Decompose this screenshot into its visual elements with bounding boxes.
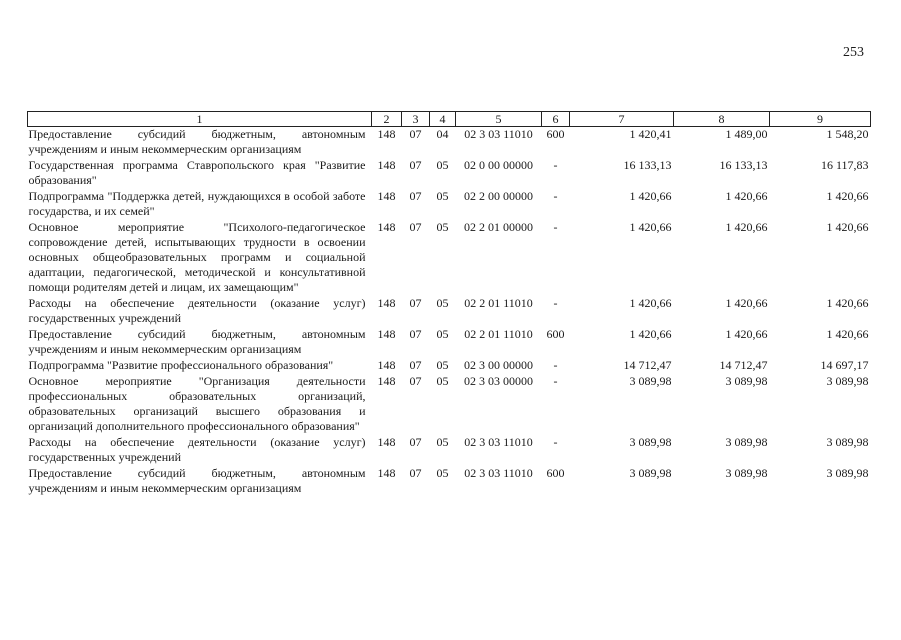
amount-year-1-cell: 1 420,66	[629, 327, 672, 341]
subsection-code-cell: 05	[436, 189, 449, 203]
amount-year-1-cell: 3 089,98	[629, 466, 672, 480]
amount-year-2-cell: 1 420,66	[725, 189, 768, 203]
section-code-cell: 07	[409, 127, 422, 141]
subsection-code-cell: 05	[436, 358, 449, 372]
expense-type-cell: -	[553, 296, 558, 310]
section-code-cell: 07	[409, 296, 422, 310]
amount-year-2-cell: 1 489,00	[725, 127, 768, 141]
expense-type-cell: -	[553, 435, 558, 449]
expense-type-cell: -	[553, 220, 558, 234]
section-code-cell: 07	[409, 158, 422, 172]
expense-type-cell: 600	[546, 466, 565, 480]
row-name-cell: Предоставление субсидий бюджетным, автономным учреждениям и иным некоммерческим организациям	[28, 327, 366, 356]
target-article-cell: 02 0 00 00000	[464, 158, 533, 172]
table-row	[28, 327, 871, 358]
expense-type-cell: 600	[546, 327, 565, 341]
header-cell-7: 7	[570, 112, 674, 127]
target-article-cell: 02 3 03 11010	[464, 435, 533, 449]
row-name-cell: Основное мероприятие "Психолого-педагогическое сопровождение детей, испытывающих трудности в освоении основных общеобразовательных программ и социальной адаптации, педагогической, методической и консультативной помощи родителям детей и лицам, их замещающим"	[28, 220, 366, 294]
header-row	[28, 112, 871, 127]
section-code-cell: 07	[409, 220, 422, 234]
amount-year-1-cell: 1 420,66	[629, 189, 672, 203]
header-cell-5: 5	[456, 112, 542, 127]
amount-year-1-cell: 14 712,47	[623, 358, 672, 372]
section-code-cell: 07	[409, 327, 422, 341]
amount-year-3-cell: 1 420,66	[826, 220, 869, 234]
amount-year-1-cell: 1 420,66	[629, 220, 672, 234]
table-row	[28, 358, 871, 374]
amount-year-2-cell: 1 420,66	[725, 327, 768, 341]
subsection-code-cell: 05	[436, 327, 449, 341]
amount-year-3-cell: 14 697,17	[820, 358, 869, 372]
section-code-cell: 07	[409, 358, 422, 372]
row-name-cell: Предоставление субсидий бюджетным, автономным учреждениям и иным некоммерческим организациям	[28, 466, 366, 495]
table-header	[28, 112, 871, 127]
expense-type-cell: -	[553, 189, 558, 203]
ministry-code-cell: 148	[377, 220, 396, 234]
ministry-code-cell: 148	[377, 435, 396, 449]
header-cell-9: 9	[770, 112, 871, 127]
row-name-cell: Расходы на обеспечение деятельности (оказание услуг) государственных учреждений	[28, 435, 366, 464]
header-cell-3: 3	[402, 112, 430, 127]
amount-year-2-cell: 16 133,13	[719, 158, 768, 172]
amount-year-3-cell: 3 089,98	[826, 435, 869, 449]
page-number: 253	[843, 45, 864, 60]
budget-table	[27, 111, 871, 497]
table-row	[28, 158, 871, 189]
subsection-code-cell: 05	[436, 374, 449, 388]
target-article-cell: 02 2 01 11010	[464, 296, 533, 310]
amount-year-1-cell: 1 420,66	[629, 296, 672, 310]
ministry-code-cell: 148	[377, 327, 396, 341]
ministry-code-cell: 148	[377, 189, 396, 203]
header-cell-8: 8	[674, 112, 770, 127]
amount-year-2-cell: 14 712,47	[719, 358, 768, 372]
amount-year-3-cell: 3 089,98	[826, 374, 869, 388]
amount-year-2-cell: 3 089,98	[725, 374, 768, 388]
ministry-code-cell: 148	[377, 466, 396, 480]
header-cell-4: 4	[430, 112, 456, 127]
target-article-cell: 02 2 01 11010	[464, 327, 533, 341]
row-name-cell: Предоставление субсидий бюджетным, автономным учреждениям и иным некоммерческим организациям	[28, 127, 366, 156]
target-article-cell: 02 2 00 00000	[464, 189, 533, 203]
subsection-code-cell: 05	[436, 220, 449, 234]
amount-year-3-cell: 3 089,98	[826, 466, 869, 480]
ministry-code-cell: 148	[377, 158, 396, 172]
amount-year-3-cell: 1 548,20	[826, 127, 869, 141]
target-article-cell: 02 3 03 00000	[464, 374, 533, 388]
row-name-cell: Основное мероприятие "Организация деятельности профессиональных образовательных организаций, образовательных организаций высшего образования и организаций дополнительного профессионального образования"	[28, 374, 366, 433]
row-name-cell: Государственная программа Ставропольского края "Развитие образования"	[28, 158, 366, 187]
table-row	[28, 435, 871, 466]
header-cell-1: 1	[28, 112, 372, 127]
amount-year-3-cell: 1 420,66	[826, 296, 869, 310]
target-article-cell: 02 3 03 11010	[464, 127, 533, 141]
expense-type-cell: -	[553, 374, 558, 388]
header-cell-2: 2	[372, 112, 402, 127]
table-row	[28, 296, 871, 327]
amount-year-3-cell: 16 117,83	[820, 158, 869, 172]
section-code-cell: 07	[409, 435, 422, 449]
row-name-cell: Подпрограмма "Развитие профессионального образования"	[28, 358, 334, 372]
table-row	[28, 374, 871, 435]
amount-year-1-cell: 3 089,98	[629, 435, 672, 449]
target-article-cell: 02 2 01 00000	[464, 220, 533, 234]
table-row	[28, 220, 871, 296]
header-cell-6: 6	[542, 112, 570, 127]
expense-type-cell: -	[553, 358, 558, 372]
subsection-code-cell: 05	[436, 296, 449, 310]
table-body	[28, 127, 871, 498]
amount-year-2-cell: 1 420,66	[725, 296, 768, 310]
table-row	[28, 189, 871, 220]
expense-type-cell: 600	[546, 127, 565, 141]
table-row	[28, 127, 871, 159]
section-code-cell: 07	[409, 466, 422, 480]
ministry-code-cell: 148	[377, 374, 396, 388]
subsection-code-cell: 05	[436, 158, 449, 172]
section-code-cell: 07	[409, 374, 422, 388]
expense-type-cell: -	[553, 158, 558, 172]
amount-year-1-cell: 1 420,41	[629, 127, 672, 141]
ministry-code-cell: 148	[377, 358, 396, 372]
subsection-code-cell: 04	[436, 127, 449, 141]
amount-year-2-cell: 3 089,98	[725, 435, 768, 449]
amount-year-2-cell: 3 089,98	[725, 466, 768, 480]
row-name-cell: Подпрограмма "Поддержка детей, нуждающихся в особой заботе государства, и их семей"	[28, 189, 366, 218]
target-article-cell: 02 3 03 11010	[464, 466, 533, 480]
table-row	[28, 466, 871, 497]
amount-year-1-cell: 3 089,98	[629, 374, 672, 388]
section-code-cell: 07	[409, 189, 422, 203]
amount-year-1-cell: 16 133,13	[623, 158, 672, 172]
amount-year-3-cell: 1 420,66	[826, 189, 869, 203]
amount-year-2-cell: 1 420,66	[725, 220, 768, 234]
target-article-cell: 02 3 00 00000	[464, 358, 533, 372]
ministry-code-cell: 148	[377, 296, 396, 310]
ministry-code-cell: 148	[377, 127, 396, 141]
amount-year-3-cell: 1 420,66	[826, 327, 869, 341]
row-name-cell: Расходы на обеспечение деятельности (оказание услуг) государственных учреждений	[28, 296, 366, 325]
subsection-code-cell: 05	[436, 466, 449, 480]
subsection-code-cell: 05	[436, 435, 449, 449]
